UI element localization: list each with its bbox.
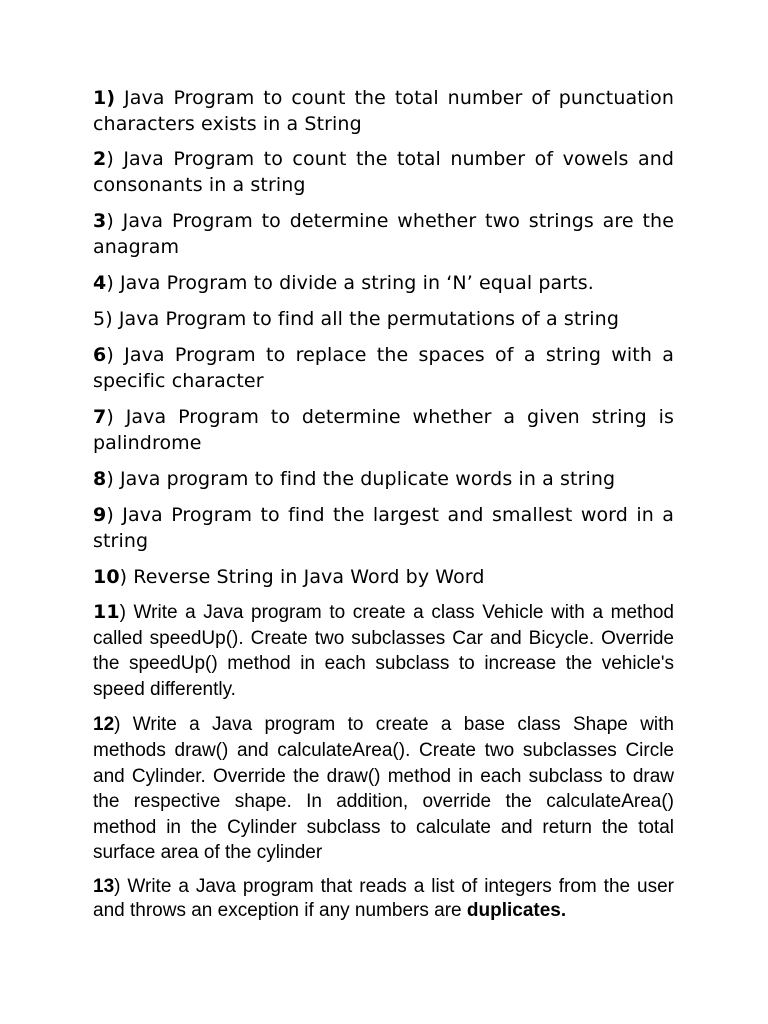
item-number-close: ) <box>106 468 114 490</box>
item-text: 5) Java Program to find all the permutations of a string <box>93 308 619 330</box>
list-item-13 <box>93 875 674 923</box>
item-number-close: ) <box>119 602 126 623</box>
item-text: Write a Java program to create a base class Shape with methods draw() and calculateArea(). Create two subclasses Circle and Cylinder. Override the draw() method in each subclass to draw the respective shape. In addition, override the calculateArea() method in the Cylinder subclass to calculate and return the total surface area of the cylinder <box>93 714 674 864</box>
item-text: Write a Java program that reads a list of integers from the user and throws an exception if any numbers are <box>93 875 674 921</box>
item-number: 13 <box>93 875 115 897</box>
item-number-close: ) <box>106 148 114 170</box>
item-number-close: ) <box>114 875 121 897</box>
list-item-6 <box>93 342 674 394</box>
item-text: Java program to find the duplicate words in a string <box>113 468 616 490</box>
item-text: Write a Java program to create a class Vehicle with a method called speedUp(). Create two subclasses Car and Bicycle. Override the speedUp() method in each subclass to increase the vehicle's speed differently. <box>93 602 674 700</box>
item-number: 4 <box>93 272 107 294</box>
item-text: Java Program to count the total number of vowels and consonants in a string <box>93 148 674 196</box>
item-text: Java Program to count the total number of punctuation characters exists in a String <box>93 87 674 135</box>
item-text: Java Program to determine whether a given string is palindrome <box>93 406 674 454</box>
list-item-7 <box>93 404 674 456</box>
item-number: 9 <box>93 504 107 526</box>
list-item-9 <box>93 502 674 554</box>
list-item-10 <box>93 564 674 590</box>
item-number: 1) <box>93 87 116 109</box>
list-item-4 <box>93 270 674 296</box>
item-number-close: ) <box>106 406 114 428</box>
item-text: Java Program to divide a string in ‘N’ equal parts. <box>113 272 594 294</box>
list-item-12 <box>93 712 674 866</box>
item-number: 6 <box>93 344 107 366</box>
item-number-close: ) <box>114 714 121 736</box>
item-number: 7 <box>93 406 107 428</box>
item-number: 3 <box>93 210 107 232</box>
item-number: 8 <box>93 468 107 490</box>
item-text: Reverse String in Java Word by Word <box>127 566 485 588</box>
list-item-3 <box>93 208 674 260</box>
list-item-8 <box>93 466 674 492</box>
item-text: Java Program to replace the spaces of a string with a specific character <box>93 344 674 392</box>
item-number: 11 <box>93 601 120 623</box>
item-number-close: ) <box>106 344 114 366</box>
item-text: Java Program to determine whether two strings are the anagram <box>93 210 674 258</box>
item-text: Java Program to find the largest and smallest word in a string <box>93 504 674 552</box>
document-body <box>93 85 674 923</box>
list-item-5 <box>93 306 674 332</box>
item-number-close: ) <box>106 272 114 294</box>
item-number-close: ) <box>119 566 128 588</box>
list-item-11 <box>93 599 674 702</box>
item-number-close: ) <box>106 210 114 232</box>
item-number: 2 <box>93 148 107 170</box>
list-item-1 <box>93 85 674 137</box>
item-number: 10 <box>93 566 120 588</box>
item-text-bold: duplicates. <box>466 899 567 921</box>
list-item-2 <box>93 146 674 198</box>
item-number: 12 <box>93 714 115 736</box>
item-number-close: ) <box>106 504 114 526</box>
